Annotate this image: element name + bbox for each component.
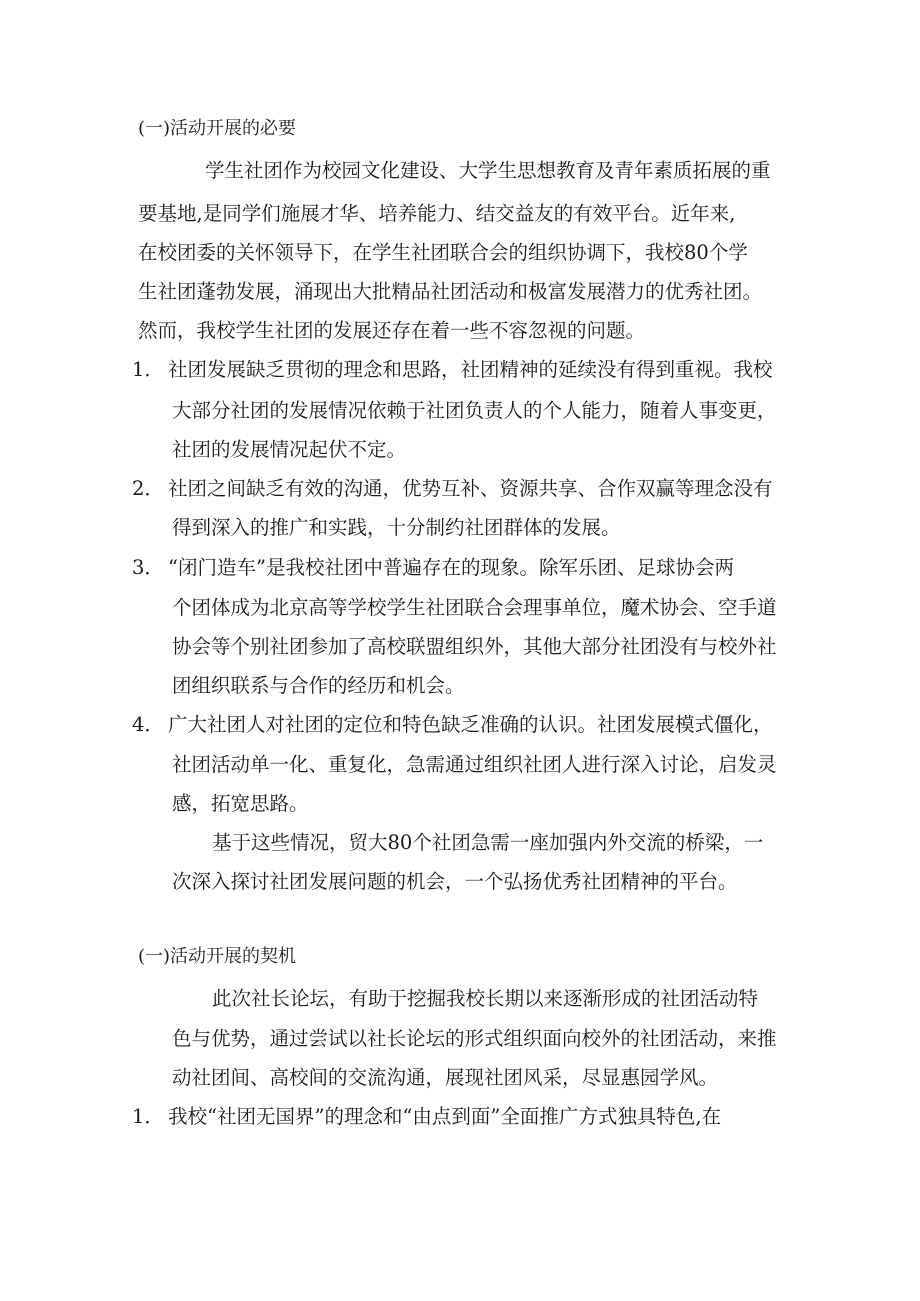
list-item	[132, 357, 773, 383]
list-item-continuation: 个团体成为北京高等学校学生社团联合会理事单位，魔术协会、空手道	[172, 596, 777, 619]
section-heading: (一)活动开展的契机	[138, 946, 297, 967]
list-item-number: 2．	[132, 477, 164, 500]
paragraph-line: 然而，我校学生社团的发展还存在着一些不容忽视的问题。	[138, 319, 646, 342]
list-item-text: 广大社团人对社团的定位和特色缺乏准确的认识。社团发展模式僵化，	[168, 713, 773, 736]
paragraph-line: 基于这些情况，贸大80个社团急需一座加强内外交流的桥梁，一	[212, 831, 764, 854]
list-item-text: 社团之间缺乏有效的沟通，优势互补、资源共享、合作双赢等理念没有	[168, 477, 773, 500]
list-item-text: 我校“社团无国界”的理念和“由点到面”全面推广方式独具特色,在	[168, 1105, 722, 1128]
list-item	[132, 1104, 721, 1130]
list-item-continuation: 团组织联系与合作的经历和机会。	[172, 674, 465, 697]
list-item-number: 1．	[132, 1105, 164, 1128]
list-item-continuation: 社团的发展情况起伏不定。	[172, 438, 407, 461]
paragraph-line: 学生社团作为校园文化建设、大学生思想教育及青年素质拓展的重	[205, 159, 771, 182]
paragraph-line: 色与优势，通过尝试以社长论坛的形式组织面向校外的社团活动，来推	[172, 1027, 777, 1050]
list-item-continuation: 得到深入的推广和实践，十分制约社团群体的发展。	[172, 516, 621, 539]
list-item-number: 1．	[132, 358, 164, 381]
list-item-number: 3．	[132, 556, 164, 579]
list-item	[132, 476, 773, 502]
list-item-continuation: 协会等个别社团参加了高校联盟组织外，其他大部分社团没有与校外社	[172, 635, 777, 658]
list-item-text: 社团发展缺乏贯彻的理念和思路，社团精神的延续没有得到重视。我校	[168, 358, 773, 381]
paragraph-line: 次深入探讨社团发展问题的机会，一个弘扬优秀社团精神的平台。	[172, 870, 738, 893]
list-item	[132, 555, 734, 581]
paragraph-line: 生社团蓬勃发展，涌现出大批精品社团活动和极富发展潜力的优秀社团。	[138, 280, 763, 303]
list-item-text: “闭门造车”是我校社团中普遍存在的现象。除军乐团、足球协会两	[168, 556, 734, 579]
paragraph-line: 在校团委的关怀领导下，在学生社团联合会的组织协调下，我校80个学	[138, 241, 748, 264]
paragraph-line: 要基地,是同学们施展才华、培养能力、结交益友的有效平台。近年来,	[138, 202, 736, 225]
paragraph-line: 此次社长论坛，有助于挖掘我校长期以来逐渐形成的社团活动特	[212, 987, 759, 1010]
paragraph-line: 动社团间、高校间的交流沟通，展现社团风采，尽显惠园学风。	[172, 1066, 719, 1089]
list-item	[132, 712, 773, 738]
list-item-continuation: 大部分社团的发展情况依赖于社团负责人的个人能力，随着人事变更，	[172, 399, 777, 422]
list-item-continuation: 社团活动单一化、重复化，急需通过组织社团人进行深入讨论，启发灵	[172, 753, 777, 776]
list-item-number: 4．	[132, 713, 164, 736]
section-heading: (一)活动开展的必要	[138, 118, 297, 139]
list-item-continuation: 感，拓宽思路。	[172, 792, 309, 815]
